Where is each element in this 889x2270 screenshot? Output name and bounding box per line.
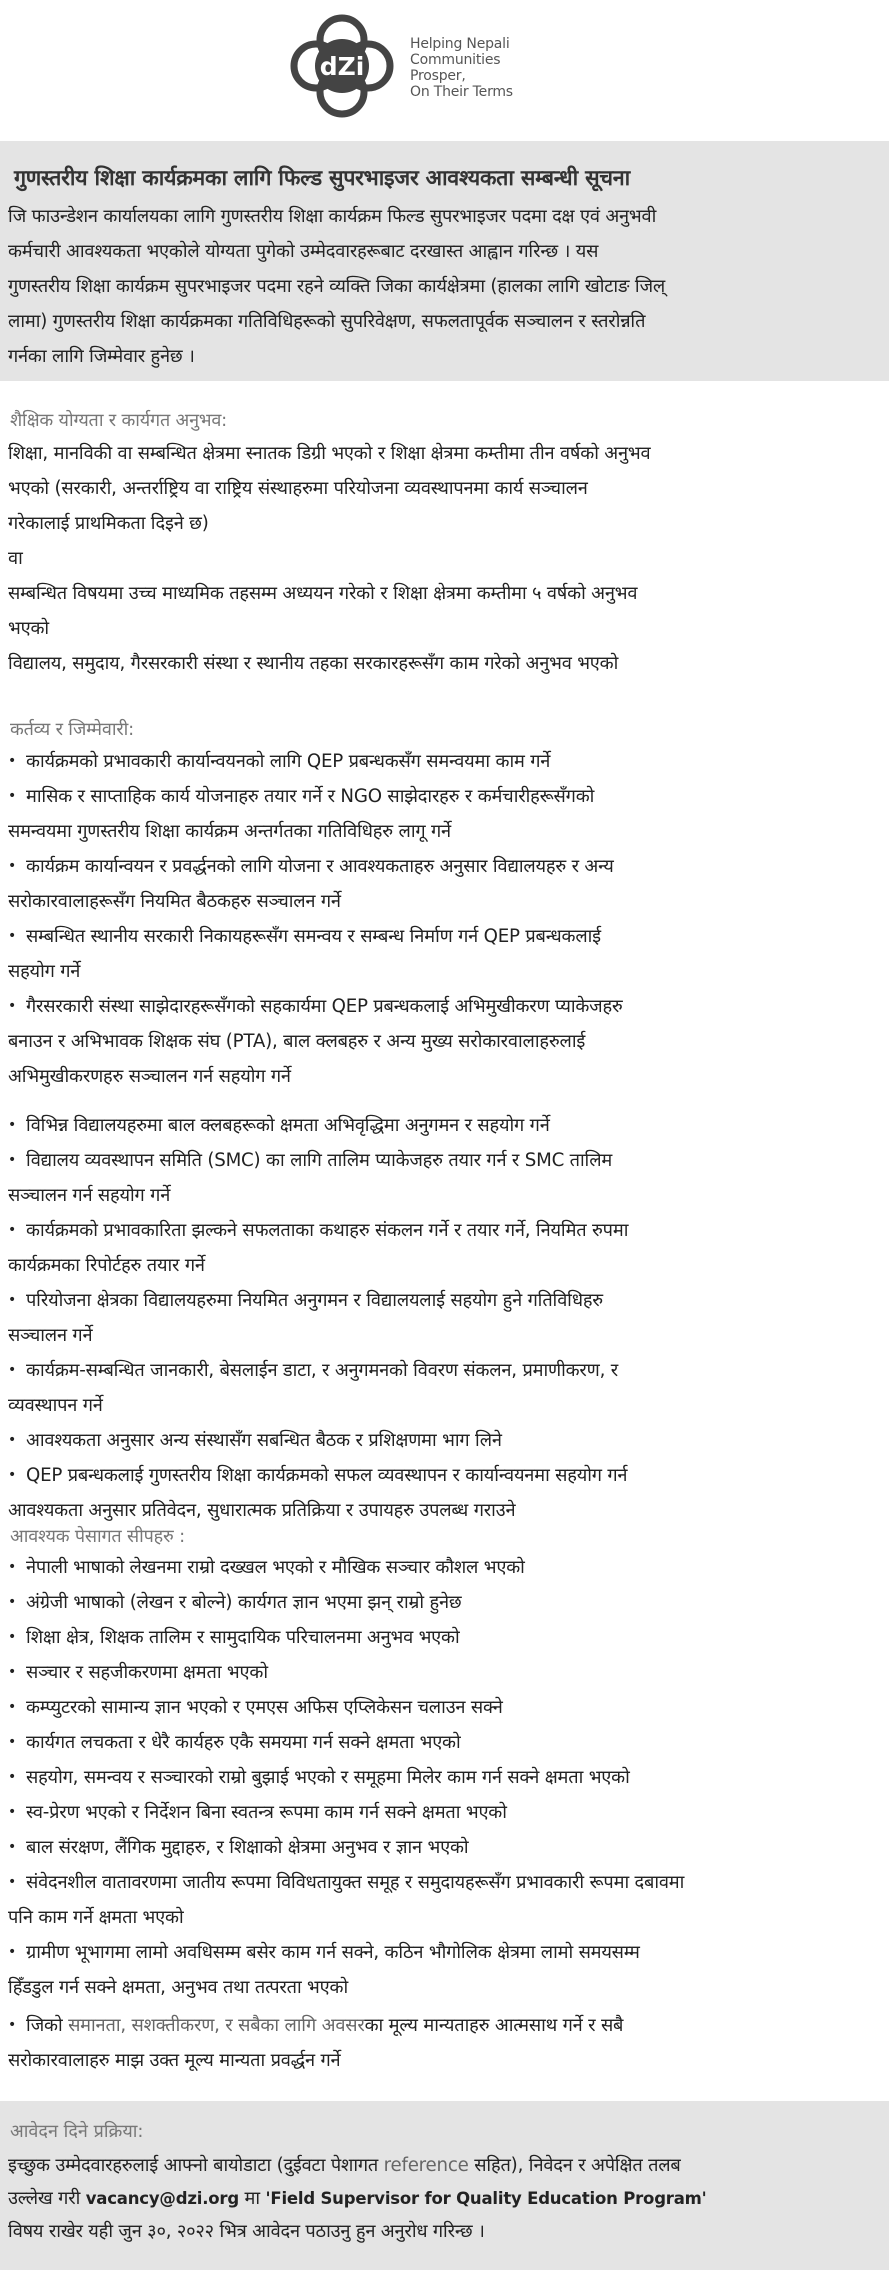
bullet: • [8, 1734, 17, 1750]
bullet: • [8, 1839, 17, 1855]
intro-line: लामा) गुणस्तरीय शिक्षा कार्यक्रमका गतिविधिहरूको सुपरिवेक्षण, सफलतापूर्वक सञ्चालन र स्तरोन्नति [8, 311, 646, 332]
qualification-line: भएको [8, 618, 49, 639]
skill-item: • सहयोग, समन्वय र सञ्चारको राम्रो बुझाई भएको र समूहमा मिलेर काम गर्न सक्ने क्षमता भएको [8, 1760, 880, 1795]
bullet: • [8, 1152, 17, 1168]
bullet: • [8, 1629, 17, 1645]
duty-item: • गैरसरकारी संस्था साझेदारहरूसँगको सहकार्यमा QEP प्रबन्धकलाई अभिमुखीकरण प्याकेजहरु [8, 989, 880, 1024]
skill-item: • संवेदनशील वातावरणमा जातीय रूपमा विविधतायुक्त समूह र समुदायहरूसँग प्रभावकारी रूपमा दबावमा [8, 1865, 880, 1900]
page-header [0, 0, 889, 140]
intro-line: कर्मचारी आवश्यकता भएकोले योग्यता पुगेको उम्मेदवारहरूबाट दरखास्त आह्वान गरिन्छ । यस [8, 241, 599, 262]
bullet: • [8, 788, 17, 804]
tagline-line: On Their Terms [410, 84, 513, 100]
duty-item: • परियोजना क्षेत्रका विद्यालयहरुमा नियमित अनुगमन र विद्यालयलाई सहयोग हुने गतिविधिहरु [8, 1283, 880, 1318]
dzi-logo [286, 10, 526, 120]
skill-item: • ग्रामीण भूभागमा लामो अवधिसम्म बसेर काम गर्न सक्ने, कठिन भौगोलिक क्षेत्रमा लामो समयसम्म [8, 1935, 880, 1970]
tagline-line: Communities [410, 52, 501, 68]
skill-item: • बाल संरक्षण, लैंगिक मुद्दाहरु, र शिक्षाको क्षेत्रमा अनुभव र ज्ञान भएको [8, 1830, 880, 1865]
tagline-line: Prosper, [410, 68, 466, 84]
bullet: • [8, 1432, 17, 1448]
apply-line: विषय राखेर यही जुन ३०, २०२२ भित्र आवेदन पठाउनु हुन अनुरोध गरिन्छ । [8, 2221, 485, 2242]
bullet: • [8, 1664, 17, 1680]
skills-list [8, 1550, 880, 2005]
values-item: • जिको समानता, सशक्तीकरण, र सबैका लागि अवसरका मूल्य मान्यताहरु आत्मसाथ गर्ने र सबै सरोकारवालाहरु माझ उक्त मूल्य मान्यता प्रवर्द्धन गर्ने [8, 2008, 880, 2078]
duty-item: • कार्यक्रमको प्रभावकारी कार्यान्वयनको लागि QEP प्रबन्धकसँग समन्वयमा काम गर्ने [8, 744, 880, 779]
skills-heading: आवश्यक पेसागत सीपहरु : [10, 1526, 185, 1547]
qualification-line: शिक्षा, मानविकी वा सम्बन्धित क्षेत्रमा स्नातक डिग्री भएको र शिक्षा क्षेत्रमा कम्तीमा तीन वर्षको अनुभव [8, 443, 651, 464]
duty-item-cont: सहयोग गर्ने [8, 961, 81, 982]
apply-heading: आवेदन दिने प्रक्रिया: [10, 2121, 144, 2142]
duty-item: • कार्यक्रमको प्रभावकारिता झल्कने सफलताका कथाहरु संकलन गर्ने र तयार गर्ने, नियमित रुपमा [8, 1213, 880, 1248]
logo-tagline [410, 36, 550, 100]
duty-item: • QEP प्रबन्धकलाई गुणस्तरीय शिक्षा कार्यक्रमको सफल व्यवस्थापन र कार्यान्वयनमा सहयोग गर्न [8, 1458, 880, 1493]
bullet: • [8, 1594, 17, 1610]
duty-item-cont: सरोकारवालाहरूसँग नियमित बैठकहरु सञ्चालन गर्ने [8, 891, 341, 912]
bullet: • [8, 928, 17, 944]
tagline-line: Helping Nepali [410, 36, 510, 52]
application-box [0, 2101, 889, 2270]
skill-item: • नेपाली भाषाको लेखनमा राम्रो दख्खल भएको र मौखिक सञ्चार कौशल भएको [8, 1550, 880, 1585]
duty-item-cont: समन्वयमा गुणस्तरीय शिक्षा कार्यक्रम अन्तर्गतका गतिविधिहरु लागू गर्ने [8, 821, 451, 842]
bullet: • [8, 1362, 17, 1378]
duty-item: • आवश्यकता अनुसार अन्य संस्थासँग सबन्धित बैठक र प्रशिक्षणमा भाग लिने [8, 1423, 880, 1458]
skill-item-cont: पनि काम गर्ने क्षमता भएको [8, 1907, 184, 1928]
bullet: • [8, 998, 17, 1014]
duties-heading: कर्तव्य र जिम्मेवारी: [10, 719, 135, 740]
qualification-line: गरेकालाई प्राथमिकता दिइने छ) [8, 513, 209, 534]
bullet: • [8, 1874, 17, 1890]
duty-item-cont: बनाउन र अभिभावक शिक्षक संघ (PTA), बाल क्लबहरु र अन्य मुख्य सरोकारवालाहरुलाई [8, 1031, 586, 1052]
skill-item: • अंग्रेजी भाषाको (लेखन र बोल्ने) कार्यगत ज्ञान भएमा झन् राम्रो हुनेछ [8, 1585, 880, 1620]
notice-intro [8, 199, 880, 374]
qualification-line: भएको (सरकारी, अन्तर्राष्ट्रिय वा राष्ट्रिय संस्थाहरुमा परियोजना व्यवस्थापनमा कार्य सञ्चालन [8, 478, 588, 499]
logo-text: dZi [319, 52, 365, 81]
bullet: • [8, 1467, 17, 1483]
duties-group-2 [8, 1108, 880, 1528]
duty-item-cont: आवश्यकता अनुसार प्रतिवेदन, सुधारात्मक प्रतिक्रिया र उपायहरु उपलब्ध गराउने [8, 1500, 516, 1521]
skill-item-cont: हिँडडुल गर्न सक्ने क्षमता, अनुभव तथा तत्परता भएको [8, 1977, 348, 1998]
bullet: • [8, 1944, 17, 1960]
duty-item: • विद्यालय व्यवस्थापन समिति (SMC) का लागि तालिम प्याकेजहरु तयार गर्न र SMC तालिम [8, 1143, 880, 1178]
bullet: • [8, 1769, 17, 1785]
qualification-line: सम्बन्धित विषयमा उच्च माध्यमिक तहसम्म अध्ययन गरेको र शिक्षा क्षेत्रमा कम्तीमा ५ वर्षको अनुभव [8, 583, 638, 604]
skill-item: • कार्यगत लचकता र धेरै कार्यहरु एकै समयमा गर्न सक्ने क्षमता भएको [8, 1725, 880, 1760]
qualification-line: वा [8, 548, 23, 569]
duty-item-cont: कार्यक्रमका रिपोर्टहरु तयार गर्ने [8, 1255, 205, 1276]
bullet: • [8, 1699, 17, 1715]
qualifications-text [8, 436, 880, 681]
values-item-cont: सरोकारवालाहरु माझ उक्त मूल्य मान्यता प्रवर्द्धन गर्ने [8, 2050, 341, 2071]
intro-line: जि फाउन्डेशन कार्यालयका लागि गुणस्तरीय शिक्षा कार्यक्रम फिल्ड सुपरभाइजर पदमा दक्ष एवं अनुभवी [8, 206, 657, 227]
duty-item-cont: सञ्चालन गर्ने [8, 1325, 93, 1346]
skill-item: • स्व-प्रेरण भएको र निर्देशन बिना स्वतन्त्र रूपमा काम गर्न सक्ने क्षमता भएको [8, 1795, 880, 1830]
bullet: • [8, 858, 17, 874]
dzi-logo-icon [286, 10, 398, 120]
qualifications-heading: शैक्षिक योग्यता र कार्यगत अनुभव: [10, 410, 227, 431]
duty-item-cont: अभिमुखीकरणहरु सञ्चालन गर्न सहयोग गर्ने [8, 1066, 291, 1087]
bullet: • [8, 2017, 17, 2033]
bullet: • [8, 1559, 17, 1575]
values-highlight: समानता, सशक्तीकरण, र सबैका लागि अवसर [68, 2015, 365, 2036]
skill-item: • शिक्षा क्षेत्र, शिक्षक तालिम र सामुदायिक परिचालनमा अनुभव भएको [8, 1620, 880, 1655]
duty-item: • विभिन्न विद्यालयहरुमा बाल क्लबहरूको क्षमता अभिवृद्धिमा अनुगमन र सहयोग गर्ने [8, 1108, 880, 1143]
position-title: 'Field Supervisor for Quality Education Program' [265, 2189, 707, 2208]
duty-item: • कार्यक्रम-सम्बन्धित जानकारी, बेसलाईन डाटा, र अनुगमनको विवरण संकलन, प्रमाणीकरण, र [8, 1353, 880, 1388]
duty-item: • कार्यक्रम कार्यान्वयन र प्रवर्द्धनको लागि योजना र आवश्यकताहरु अनुसार विद्यालयहरु र अन्य [8, 849, 880, 884]
bullet: • [8, 1804, 17, 1820]
duty-item: • सम्बन्धित स्थानीय सरकारी निकायहरूसँग समन्वय र सम्बन्ध निर्माण गर्न QEP प्रबन्धकलाई [8, 919, 880, 954]
intro-line: गुणस्तरीय शिक्षा कार्यक्रम सुपरभाइजर पदमा रहने व्यक्ति जिका कार्यक्षेत्रमा (हालका लागि खोटाङ जिल् [8, 276, 666, 297]
qualification-line: विद्यालय, समुदाय, गैरसरकारी संस्था र स्थानीय तहका सरकारहरूसँग काम गरेको अनुभव भएको [8, 653, 619, 674]
skill-item: • कम्प्युटरको सामान्य ज्ञान भएको र एमएस अफिस एप्लिकेसन चलाउन सक्ने [8, 1690, 880, 1725]
duty-item: • मासिक र साप्ताहिक कार्य योजनाहरु तयार गर्ने र NGO साझेदारहरु र कर्मचारीहरूसँगको [8, 779, 880, 814]
notice-title: गुणस्तरीय शिक्षा कार्यक्रमका लागि फिल्ड सुपरभाइजर आवश्यकता सम्बन्धी सूचना [14, 166, 630, 191]
bullet: • [8, 1292, 17, 1308]
bullet: • [8, 1117, 17, 1133]
apply-text: इच्छुक उम्मेदवारहरुलाई आफ्नो बायोडाटा (दुईवटा पेशागत reference सहित), निवेदन र अपेक्षित तलब उल्लेख गरी vacancy@dzi.org मा 'Field Supervisor for Quality Education Program' विषय राखेर यही जुन ३०, २०२२ भित्र आवेदन पठाउनु हुन अनुरोध गरिन्छ । [8, 2149, 880, 2248]
duty-item-cont: व्यवस्थापन गर्ने [8, 1395, 103, 1416]
intro-line: गर्नका लागि जिम्मेवार हुनेछ । [8, 346, 195, 367]
bullet: • [8, 753, 17, 769]
duty-item-cont: सञ्चालन गर्न सहयोग गर्ने [8, 1185, 171, 1206]
bullet: • [8, 1222, 17, 1238]
notice-intro-box [0, 141, 889, 381]
duties-group-1 [8, 744, 880, 1094]
skill-item: • सञ्चार र सहजीकरणमा क्षमता भएको [8, 1655, 880, 1690]
email-link[interactable]: vacancy@dzi.org [85, 2189, 239, 2208]
